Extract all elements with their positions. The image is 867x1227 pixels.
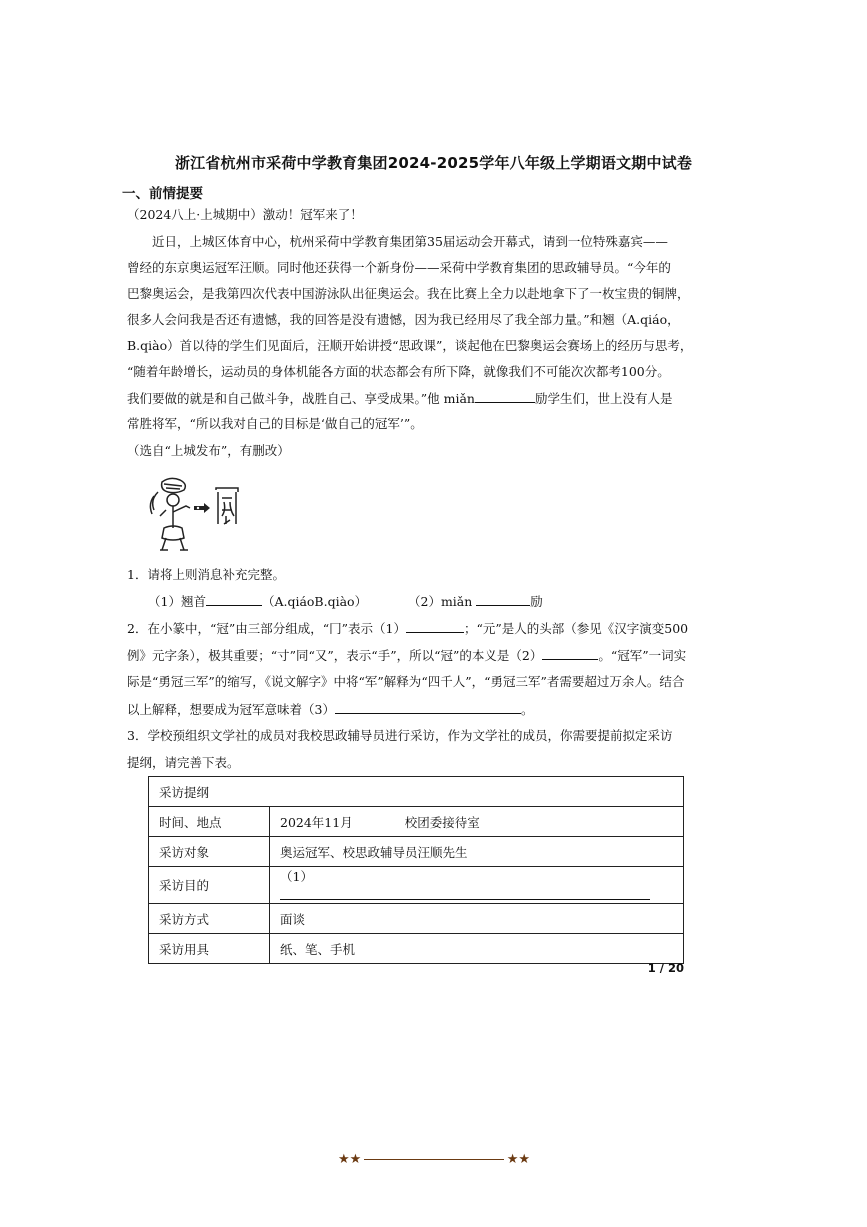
answer-blank[interactable]	[542, 645, 598, 660]
place-value: 校团委接待室	[404, 814, 480, 830]
time-value: 2024年11月	[280, 814, 353, 830]
row-value	[270, 807, 684, 837]
question-1: 1．请将上则消息补充完整。	[127, 567, 285, 582]
row-label: 时间、地点	[149, 807, 270, 837]
q2-text: 以上解释，想要成为冠军意味着（3）	[127, 702, 335, 717]
question-1-part-b	[408, 591, 543, 612]
q1a-text: （1）翘首	[148, 594, 206, 609]
answer-blank[interactable]	[476, 591, 530, 606]
paragraph-text: 我们要做的就是和自己做斗争，战胜自己、享受成果。”他 miǎn	[127, 391, 475, 406]
star-icon: ★★	[338, 1152, 362, 1167]
table-row	[149, 934, 684, 964]
section-heading: 一、前情提要	[122, 186, 203, 202]
table-row	[149, 904, 684, 934]
row-value	[270, 867, 684, 904]
answer-blank[interactable]	[280, 885, 650, 900]
page-number: 1 / 20	[647, 961, 684, 975]
paragraph-line: 巴黎奥运会，是我第四次代表中国游泳队出征奥运会。我在比赛上全力以赴地拿下了一枚宝贵的铜牌，	[127, 286, 690, 301]
footer-decoration	[338, 1150, 530, 1170]
table-header: 采访提纲	[149, 777, 684, 807]
answer-blank[interactable]	[406, 618, 464, 633]
paragraph-line: 常胜将军，“所以我对自己的目标是‘做自己的冠军’”。	[127, 416, 423, 431]
row-label: 采访用具	[149, 934, 270, 964]
row-label: 采访方式	[149, 904, 270, 934]
answer-blank[interactable]	[206, 591, 262, 606]
q2-text: ；“元”是人的头部（参见《汉字演变500	[463, 621, 689, 636]
table-row	[149, 777, 684, 807]
paragraph-line-with-blank	[127, 388, 672, 409]
q1b-end: 励	[530, 594, 543, 609]
row-label: 采访目的	[149, 867, 270, 904]
q1a-options: （A.qiáoB.qiào）	[261, 594, 368, 609]
question-2-line	[127, 699, 533, 720]
q1b-text: （2）miǎn	[408, 594, 473, 609]
interview-outline-table	[148, 776, 684, 964]
question-2-line	[127, 645, 686, 666]
table-row	[149, 867, 684, 904]
row-label: 采访对象	[149, 837, 270, 867]
table-row	[149, 837, 684, 867]
answer-blank[interactable]	[475, 388, 535, 403]
table-row	[149, 807, 684, 837]
q2-text: 。	[520, 702, 534, 717]
source-tag: （2024八上·上城期中）激动！冠军来了！	[127, 207, 363, 222]
row-value: 面谈	[270, 904, 684, 934]
question-2-line	[127, 618, 688, 639]
footer-rule	[364, 1159, 504, 1160]
paragraph-line: B.qiào）首以待的学生们见面后，汪顺开始讲授“思政课”，谈起他在巴黎奥运会赛场上的经历与思考，	[127, 338, 693, 353]
question-1-part-a	[148, 591, 367, 612]
source-credit: （选自“上城发布”，有删改）	[127, 443, 290, 458]
q2-text: 例》元字条），极其重要；“寸”同“又”，表示“手”，所以“冠”的本义是（2）	[127, 648, 543, 663]
paragraph-text: 励学生们，世上没有人是	[534, 391, 673, 406]
paragraph-line: “随着年龄增长，运动员的身体机能各方面的状态都会有所下降，就像我们不可能次次都考100分。	[127, 364, 670, 379]
paragraph-line: 近日，上城区体育中心，杭州采荷中学教育集团第35届运动会开幕式，请到一位特殊嘉宾——	[152, 234, 668, 249]
purpose-prefix: （1）	[280, 869, 313, 884]
question-3-line: 提纲，请完善下表。	[127, 755, 240, 770]
row-value: 奥运冠军、校思政辅导员汪顺先生	[270, 837, 684, 867]
question-2-line: 际是“勇冠三军”的缩写，《说文解字》中将“军”解释为“四千人”，“勇冠三军”者需要超过万余人。结合	[127, 674, 685, 689]
paragraph-line: 很多人会问我是否还有遗憾，我的回答是没有遗憾，因为我已经用尽了我全部力量。”和翘（A.qiáo，	[127, 312, 680, 327]
seal-script-illustration	[140, 476, 250, 554]
row-value: 纸、笔、手机	[270, 934, 684, 964]
q2-text: 。“冠军”一词实	[598, 648, 687, 663]
question-3-line: 3．学校预组织文学社的成员对我校思政辅导员进行采访，作为文学社的成员，你需要提前拟定采访	[127, 728, 673, 743]
star-icon: ★★	[506, 1152, 530, 1167]
q2-text: 2．在小篆中，“冠”由三部分组成，“冂”表示（1）	[127, 621, 406, 636]
answer-blank[interactable]	[335, 699, 521, 714]
paragraph-line: 曾经的东京奥运冠军汪顺。同时他还获得一个新身份——采荷中学教育集团的思政辅导员。“今年的	[127, 260, 671, 275]
document-title: 浙江省杭州市采荷中学教育集团2024-2025学年八年级上学期语文期中试卷	[174, 154, 693, 172]
